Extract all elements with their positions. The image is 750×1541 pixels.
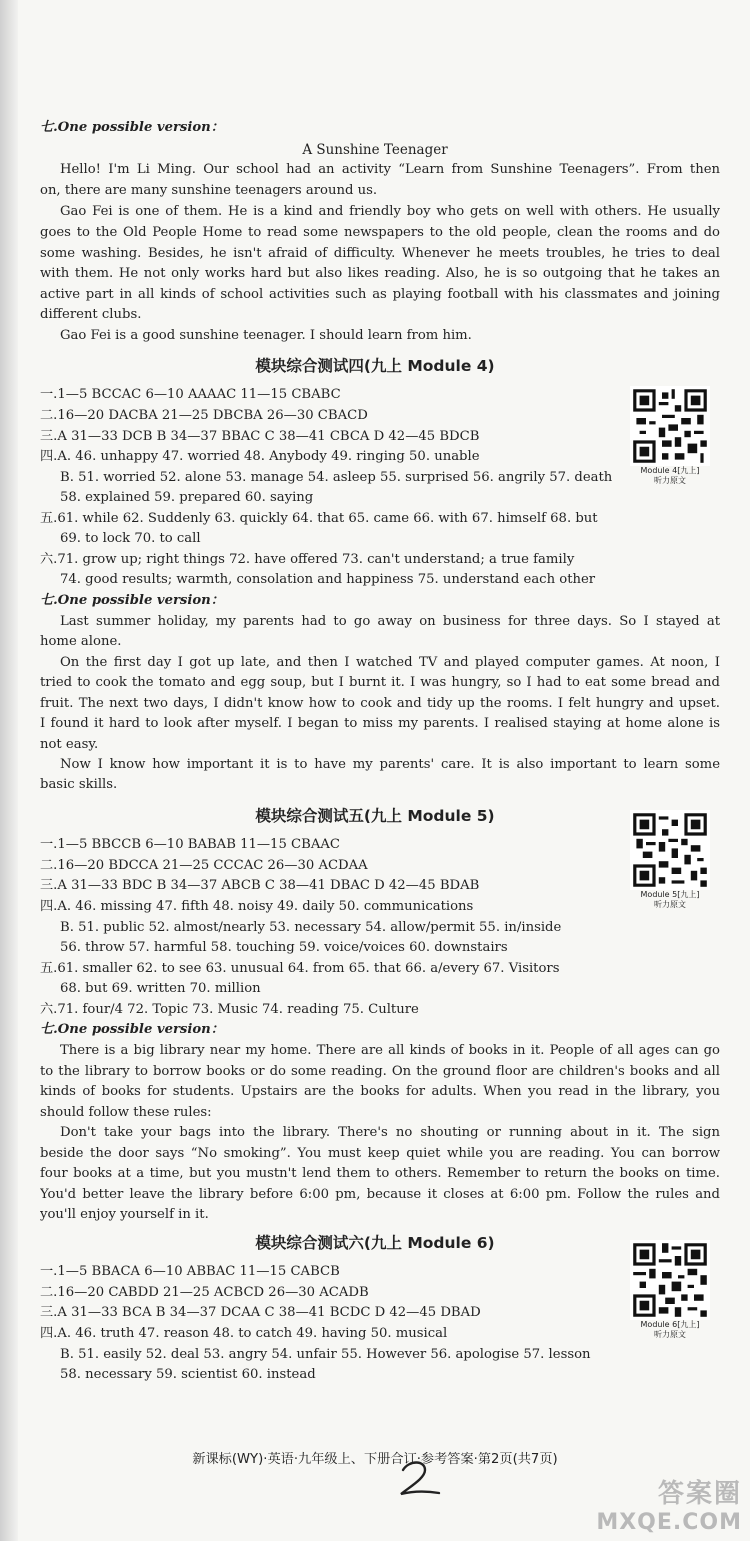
answer-line: 69. to lock 70. to call [60, 531, 201, 546]
watermark-line1: 答案圈 [657, 1479, 742, 1509]
essay-line: four books at a time, but you mustn't lend them to others. Remember to return the books on time. [40, 1166, 720, 1181]
answer-line: 58. necessary 59. scientist 60. instead [60, 1367, 316, 1382]
qr-caption: Module 4[九上] 听力原文 [640, 466, 700, 485]
answer-line: 四.A. 46. missing 47. fifth 48. noisy 49. daily 50. communications [40, 899, 474, 914]
answer-line: 三.A 31—33 DCB B 34—37 BBAC C 38—41 CBCA D 42—45 BDCB [40, 429, 480, 444]
essay-line: should follow these rules: [40, 1105, 212, 1120]
essay-line: with them. He not only works hard but also likes reading. Also, he is so outgoing that he takes an [40, 266, 720, 281]
essay-title: A Sunshine Teenager [302, 142, 448, 158]
answer-line: 五.61. smaller 62. to see 63. unusual 64. from 65. that 66. a/every 67. Visitors [40, 961, 560, 976]
answer-line: 六.71. four/4 72. Topic 73. Music 74. reading 75. Culture [40, 1002, 419, 1017]
essay-line: tried to cook the tomato and egg soup, but I burnt it. I was hungry, so I had to eat some bread and [40, 675, 720, 690]
handwritten-page-number [395, 1458, 445, 1500]
answer-line: 一.1—5 BBCCB 6—10 BABAB 11—15 CBAAC [40, 837, 340, 852]
answer-line: 一.1—5 BCCAC 6—10 AAAAC 11—15 CBABC [40, 387, 341, 402]
pv-label-top: 七.One possible version： [40, 120, 224, 135]
pv-label: 七.One possible version： [40, 1022, 224, 1037]
scan-edge-shadow [0, 0, 18, 1541]
answer-line: 二.16—20 DACBA 21—25 DBCBA 26—30 CBACD [40, 408, 368, 423]
essay-line: Don't take your bags into the library. There's no shouting or running about in it. The sign [60, 1125, 720, 1140]
module4-heading: 模块综合测试四(九上 Module 4) [255, 357, 495, 375]
essay-line: On the first day I got up late, and then I watched TV and played computer games. At noon, I [60, 655, 720, 670]
essay-line: Now I know how important it is to have my parents' care. It is also important to learn some [60, 757, 720, 772]
essay-line: goes to the Old People Home to read some newspapers to the old people, clean the rooms and do [40, 225, 720, 240]
module5-heading: 模块综合测试五(九上 Module 5) [255, 807, 495, 825]
answer-line: 六.71. grow up; right things 72. have offered 73. can't understand; a true family [40, 552, 575, 567]
answer-line: 74. good results; warmth, consolation and happiness 75. understand each other [60, 572, 596, 587]
answer-line: 三.A 31—33 BDC B 34—37 ABCB C 38—41 DBAC D 42—45 BDAB [40, 878, 480, 893]
essay-line: on, there are many sunshine teenagers around us. [40, 183, 378, 198]
answer-line: B. 51. public 52. almost/nearly 53. necessary 54. allow/permit 55. in/inside [60, 920, 562, 935]
essay-line: You'd better leave the library before 6:00 pm, because it closes at 6:00 pm. Follow the rules and [40, 1187, 720, 1202]
answer-line: B. 51. worried 52. alone 53. manage 54. asleep 55. surprised 56. angrily 57. death [60, 470, 613, 485]
answer-line: 二.16—20 CABDD 21—25 ACBCD 26—30 ACADB [40, 1285, 369, 1300]
answer-line: 二.16—20 BDCCA 21—25 CCCAC 26—30 ACDAA [40, 858, 368, 873]
essay-line: kinds of books for students. Upstairs are the books for adults. When you read in the library, you [40, 1084, 720, 1099]
essay-line: fruit. The next two days, I didn't know how to cook and tidy up the rooms. I felt hungry and upset. [40, 696, 720, 711]
qr-caption: Module 5[九上] 听力原文 [640, 890, 700, 909]
answer-line: 四.A. 46. truth 47. reason 48. to catch 49. having 50. musical [40, 1326, 448, 1341]
answer-line: 56. throw 57. harmful 58. touching 59. voice/voices 60. downstairs [60, 940, 508, 955]
essay-line: Last summer holiday, my parents had to go away on business for three days. So I stayed at [60, 614, 720, 629]
essay-line: active part in all kinds of school activities such as playing football with his classmates and joining [40, 287, 720, 302]
answer-line: 三.A 31—33 BCA B 34—37 DCAA C 38—41 BCDC D 42—45 DBAD [40, 1305, 481, 1320]
essay-line: home alone. [40, 634, 122, 649]
page-footer: 新课标(WY)·英语·九年级上、下册合订·参考答案·第2页(共7页) [192, 1452, 558, 1467]
essay-line: Hello! I'm Li Ming. Our school had an activity “Learn from Sunshine Teenagers”. From then [60, 162, 720, 177]
essay-line: to the library to borrow books or do some reading. On the ground floor are children's books and all [40, 1064, 720, 1079]
answer-line: 一.1—5 BBACA 6—10 ABBAC 11—15 CABCB [40, 1264, 340, 1279]
answer-line: 58. explained 59. prepared 60. saying [60, 490, 314, 505]
essay-line: There is a big library near my home. There are all kinds of books in it. People of all ages can go [60, 1043, 720, 1058]
essay-line: I found it hard to look after myself. I began to miss my parents. I realised staying at home alone is [40, 716, 720, 731]
essay-line: you'll enjoy yourself in it. [40, 1207, 209, 1222]
essay-line: Gao Fei is one of them. He is a kind and friendly boy who gets on well with others. He usually [60, 204, 720, 219]
pv-label: 七.One possible version： [40, 593, 224, 608]
qr-caption: Module 6[九上] 听力原文 [640, 1320, 700, 1339]
essay-line: beside the door says “No smoking”. You must keep quiet while you are reading. You can borrow [40, 1146, 720, 1161]
watermark-line2: MXQE.COM [596, 1510, 742, 1535]
essay-line: some washing. Besides, he isn't afraid of difficulty. Whenever he meets troubles, he tries to deal [40, 246, 720, 261]
watermark [596, 1473, 742, 1535]
answer-line: 68. but 69. written 70. million [60, 981, 261, 996]
answer-line: B. 51. easily 52. deal 53. angry 54. unfair 55. However 56. apologise 57. lesson [60, 1347, 591, 1362]
answer-line: 四.A. 46. unhappy 47. worried 48. Anybody 49. ringing 50. unable [40, 449, 480, 464]
answer-line: 五.61. while 62. Suddenly 63. quickly 64. that 65. came 66. with 67. himself 68. but [40, 511, 598, 526]
essay-line: basic skills. [40, 777, 118, 792]
essay-line: not easy. [40, 737, 99, 752]
essay-line: different clubs. [40, 307, 142, 322]
essay-line: Gao Fei is a good sunshine teenager. I should learn from him. [60, 328, 472, 343]
module6-heading: 模块综合测试六(九上 Module 6) [255, 1234, 495, 1252]
